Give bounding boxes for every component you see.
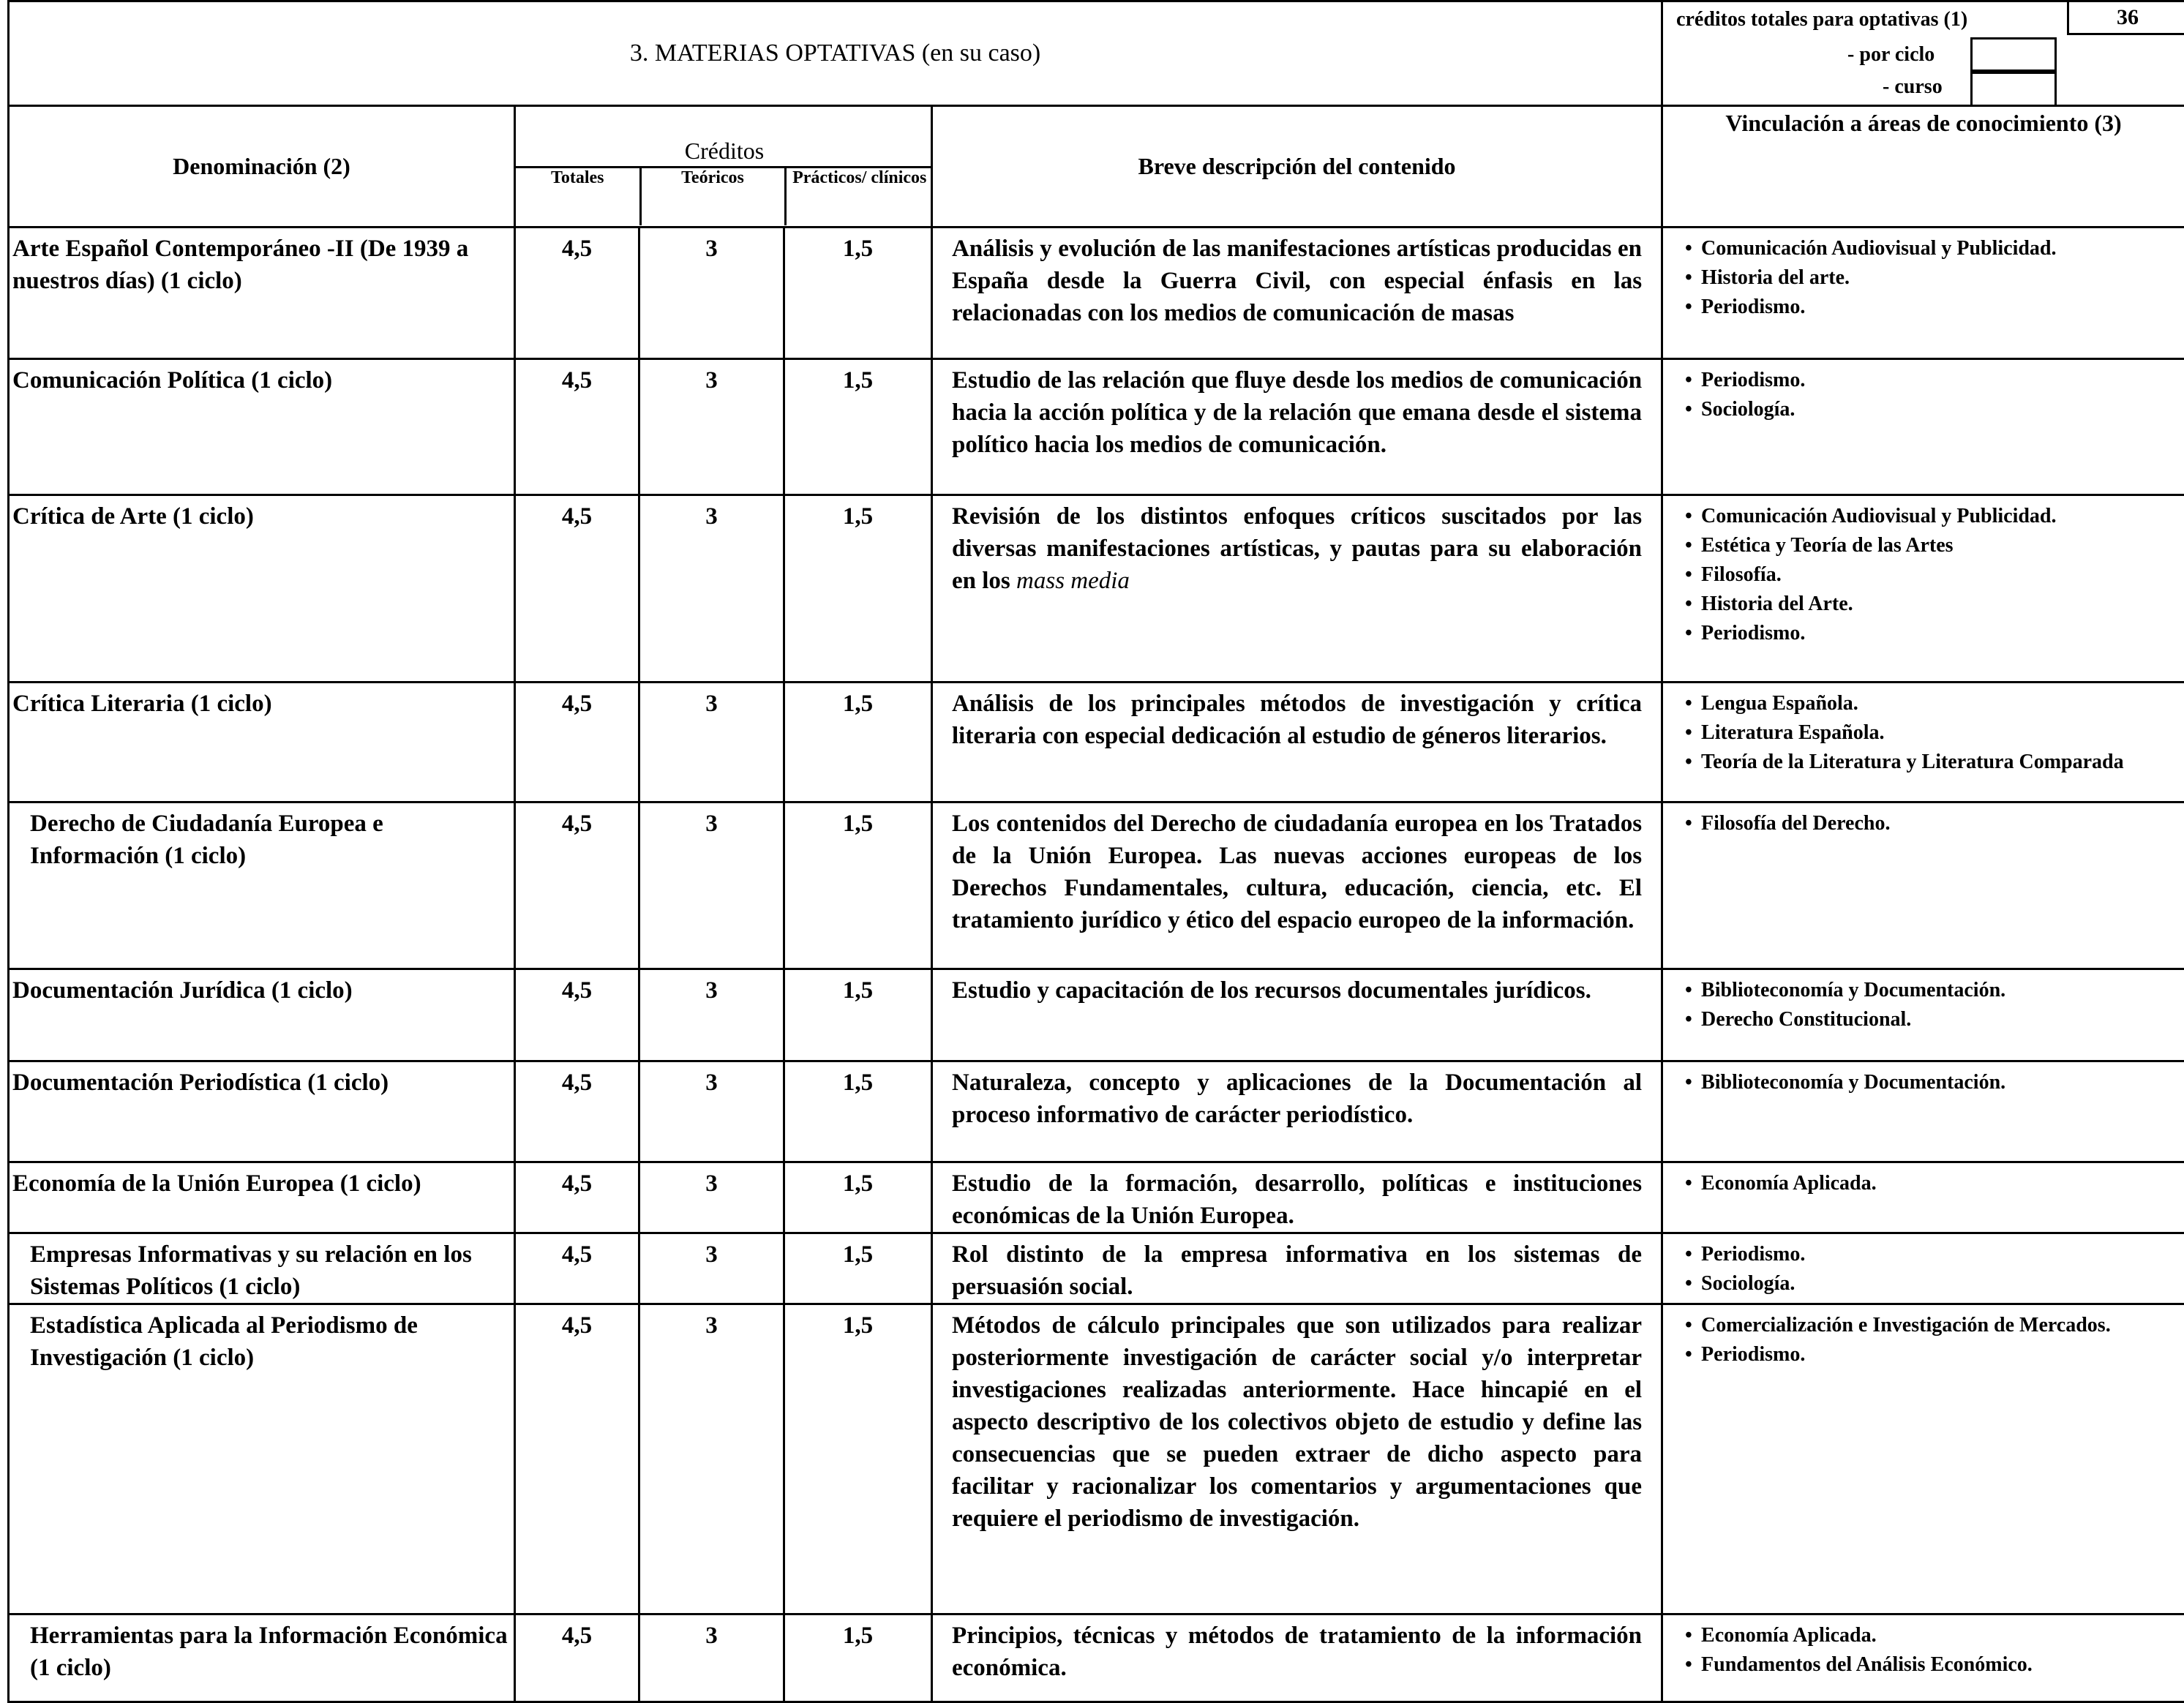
area-item: • Filosofía.: [1685, 560, 2177, 590]
area-item: • Literatura Española.: [1685, 718, 2177, 748]
col-descripcion: [932, 106, 1662, 228]
table-row: [9, 1304, 2184, 1614]
por-ciclo-label: - por ciclo: [1847, 43, 1935, 67]
description-text: Análisis de los principales métodos de investigación y crítica literaria con especial dedicación al estudio de géneros literarios.: [952, 691, 1642, 749]
credits-totales: 4,5: [515, 359, 639, 495]
area-item: • Historia del arte.: [1685, 263, 2177, 293]
area-item: • Periodismo.: [1685, 1240, 2177, 1269]
subject-description: [932, 683, 1662, 802]
subject-name: Arte Español Contemporáneo -II (De 1939 a nuestros días) (1 ciclo): [9, 228, 515, 359]
credits-summary: [1662, 1, 2184, 106]
col-creditos: [515, 106, 932, 228]
area-item: • Fundamentos del Análisis Económico.: [1685, 1650, 2177, 1680]
credits-practicos: 1,5: [784, 683, 932, 802]
credits-teoricos: 3: [639, 969, 784, 1061]
credits-teoricos: 3: [639, 495, 784, 683]
subject-name: Empresas Informativas y su relación en los Sistemas Políticos (1 ciclo): [9, 1233, 515, 1304]
area-item: • Economía Aplicada.: [1685, 1169, 2177, 1198]
subject-name: Economía de la Unión Europea (1 ciclo): [9, 1162, 515, 1233]
document-page: [7, 0, 2184, 1685]
curso-label: - curso: [1883, 75, 1943, 99]
subject-description: [932, 1162, 1662, 1233]
area-item: • Periodismo.: [1685, 1340, 2177, 1369]
credits-teoricos: 3: [639, 1233, 784, 1304]
section-title-text: 3. MATERIAS OPTATIVAS (en su caso): [630, 40, 1040, 67]
area-item: • Biblioteconomía y Documentación.: [1685, 1068, 2177, 1097]
credits-practicos: 1,5: [784, 359, 932, 495]
knowledge-areas: [1662, 359, 2184, 495]
col-practicos: Prácticos/ clínicos: [785, 167, 933, 225]
area-item: • Periodismo.: [1685, 366, 2177, 395]
credits-totales: 4,5: [515, 495, 639, 683]
knowledge-areas: [1662, 495, 2184, 683]
credits-teoricos: 3: [639, 359, 784, 495]
description-text: Naturaleza, concepto y aplicaciones de la Documentación al proceso informativo de carácter periodístico.: [952, 1069, 1642, 1128]
credits-practicos: 1,5: [784, 495, 932, 683]
area-item: • Filosofía del Derecho.: [1685, 809, 2177, 838]
col-vinculacion-label: Vinculación a áreas de conocimiento (3): [1725, 110, 2121, 136]
description-text: Los contenidos del Derecho de ciudadanía europea en los Tratados de la Unión Europea. Las nuevas acciones europeas de los Derechos Fundamentales, cultura, educación, ciencia, etc. El tratamiento jurídico y ético del espacio europeo de la información.: [952, 811, 1642, 933]
por-ciclo-box: [1970, 37, 2057, 74]
credits-practicos: 1,5: [784, 969, 932, 1061]
credits-teoricos: 3: [639, 1162, 784, 1233]
knowledge-areas: [1662, 969, 2184, 1061]
subject-name: Derecho de Ciudadanía Europea e Información (1 ciclo): [9, 802, 515, 969]
area-item: • Lengua Española.: [1685, 689, 2177, 718]
knowledge-areas: [1662, 683, 2184, 802]
table-row: [9, 1061, 2184, 1162]
subject-description: [932, 802, 1662, 969]
col-denominacion: [9, 106, 515, 228]
table-row: [9, 228, 2184, 359]
credits-practicos: 1,5: [784, 228, 932, 359]
table-row: [9, 495, 2184, 683]
knowledge-areas: [1662, 1061, 2184, 1162]
credits-totales: 4,5: [515, 1614, 639, 1702]
area-item: • Historia del Arte.: [1685, 590, 2177, 619]
col-descripcion-label: Breve descripción del contenido: [1138, 153, 1456, 179]
knowledge-areas: [1662, 228, 2184, 359]
col-teoricos: Teóricos: [640, 167, 785, 225]
subject-name: Crítica de Arte (1 ciclo): [9, 495, 515, 683]
subject-description: [932, 1061, 1662, 1162]
creditos-totales-value: 36: [2067, 2, 2184, 35]
area-item: • Comunicación Audiovisual y Publicidad.: [1685, 234, 2177, 263]
credits-teoricos: 3: [639, 1061, 784, 1162]
table-row: [9, 969, 2184, 1061]
description-text: Principios, técnicas y métodos de tratamiento de la información económica.: [952, 1623, 1642, 1681]
creditos-totales-label: créditos totales para optativas (1): [1676, 8, 1967, 31]
creditos-header: [516, 107, 933, 167]
subject-name: Crítica Literaria (1 ciclo): [9, 683, 515, 802]
description-text: Estudio de las relación que fluye desde los medios de comunicación hacia la acción política y de la relación que emana desde el sistema político hacia los medios de comunicación.: [952, 367, 1642, 458]
area-item: • Biblioteconomía y Documentación.: [1685, 976, 2177, 1005]
area-item: • Sociología.: [1685, 395, 2177, 424]
creditos-subheader: [516, 107, 933, 225]
subject-name: Documentación Periodística (1 ciclo): [9, 1061, 515, 1162]
col-denominacion-label: Denominación (2): [173, 153, 350, 179]
credits-totales: 4,5: [515, 969, 639, 1061]
area-item: • Periodismo.: [1685, 293, 2177, 322]
table-row: [9, 683, 2184, 802]
credits-totales: 4,5: [515, 1061, 639, 1162]
section-title: [9, 1, 1662, 106]
credits-totales: 4,5: [515, 1162, 639, 1233]
credits-practicos: 1,5: [784, 1233, 932, 1304]
optativas-table: [7, 0, 2184, 1703]
area-item: • Teoría de la Literatura y Literatura Comparada: [1685, 748, 2177, 777]
area-item: • Estética y Teoría de las Artes: [1685, 531, 2177, 560]
credits-teoricos: 3: [639, 1614, 784, 1702]
table-row: [9, 1162, 2184, 1233]
credits-teoricos: 3: [639, 802, 784, 969]
credits-practicos: 1,5: [784, 1061, 932, 1162]
description-text: Rol distinto de la empresa informativa en los sistemas de persuasión social.: [952, 1241, 1642, 1300]
table-row: [9, 1233, 2184, 1304]
credits-totales: 4,5: [515, 1233, 639, 1304]
credits-totales: 4,5: [515, 228, 639, 359]
subject-description: [932, 495, 1662, 683]
area-item: • Sociología.: [1685, 1269, 2177, 1298]
subject-description: [932, 969, 1662, 1061]
credits-practicos: 1,5: [784, 1162, 932, 1233]
subject-description: [932, 1304, 1662, 1614]
curso-box: [1970, 69, 2057, 107]
knowledge-areas: [1662, 1304, 2184, 1614]
area-item: • Derecho Constitucional.: [1685, 1005, 2177, 1034]
subject-name: Herramientas para la Información Económica (1 ciclo): [9, 1614, 515, 1702]
area-item: • Economía Aplicada.: [1685, 1621, 2177, 1650]
table-row: [9, 359, 2184, 495]
description-text: Estudio de la formación, desarrollo, políticas e instituciones económicas de la Unión Europea.: [952, 1170, 1642, 1229]
credits-teoricos: 3: [639, 1304, 784, 1614]
description-text: Métodos de cálculo principales que son utilizados para realizar posteriormente investigación de carácter social y/o interpretar investigaciones realizadas anteriormente. Hace hincapié en el aspecto descriptivo de los colectivos objeto de estudio y define las consecuencias que se pueden extraer de dicho aspecto para facilitar y racionalizar los comentarios y argumentaciones que requiere el periodismo de investigación.: [952, 1312, 1642, 1532]
description-text: Análisis y evolución de las manifestaciones artísticas producidas en España desde la Guerra Civil, con especial énfasis en las relacionadas con los medios de comunicación de masas: [952, 236, 1642, 326]
area-item: • Comercialización e Investigación de Mercados.: [1685, 1311, 2177, 1340]
knowledge-areas: [1662, 1162, 2184, 1233]
subject-description: [932, 1233, 1662, 1304]
table-row: [9, 1614, 2184, 1702]
credits-practicos: 1,5: [784, 802, 932, 969]
area-item: • Comunicación Audiovisual y Publicidad.: [1685, 502, 2177, 531]
credits-practicos: 1,5: [784, 1614, 932, 1702]
rows-body: [9, 228, 2184, 1702]
credits-practicos: 1,5: [784, 1304, 932, 1614]
area-item: • Periodismo.: [1685, 619, 2177, 648]
credits-teoricos: 3: [639, 228, 784, 359]
knowledge-areas: [1662, 1233, 2184, 1304]
subject-name: Estadística Aplicada al Periodismo de Investigación (1 ciclo): [9, 1304, 515, 1614]
credits-teoricos: 3: [639, 683, 784, 802]
credits-totales: 4,5: [515, 1304, 639, 1614]
knowledge-areas: [1662, 1614, 2184, 1702]
credits-totales: 4,5: [515, 683, 639, 802]
description-italic-text: mass media: [1016, 568, 1130, 594]
subject-description: [932, 1614, 1662, 1702]
table-row: [9, 802, 2184, 969]
col-totales: Totales: [516, 167, 640, 225]
subject-name: Comunicación Política (1 ciclo): [9, 359, 515, 495]
credits-totales: 4,5: [515, 802, 639, 969]
col-vinculacion: [1662, 106, 2184, 228]
description-text: Revisión de los distintos enfoques críticos suscitados por las diversas manifestaciones artísticas, y pautas para su elaboración en los: [952, 503, 1642, 594]
knowledge-areas: [1662, 802, 2184, 969]
description-text: Estudio y capacitación de los recursos documentales jurídicos.: [952, 977, 1591, 1004]
subject-description: [932, 359, 1662, 495]
subject-description: [932, 228, 1662, 359]
subject-name: Documentación Jurídica (1 ciclo): [9, 969, 515, 1061]
creditos-header-label: Créditos: [685, 138, 764, 164]
